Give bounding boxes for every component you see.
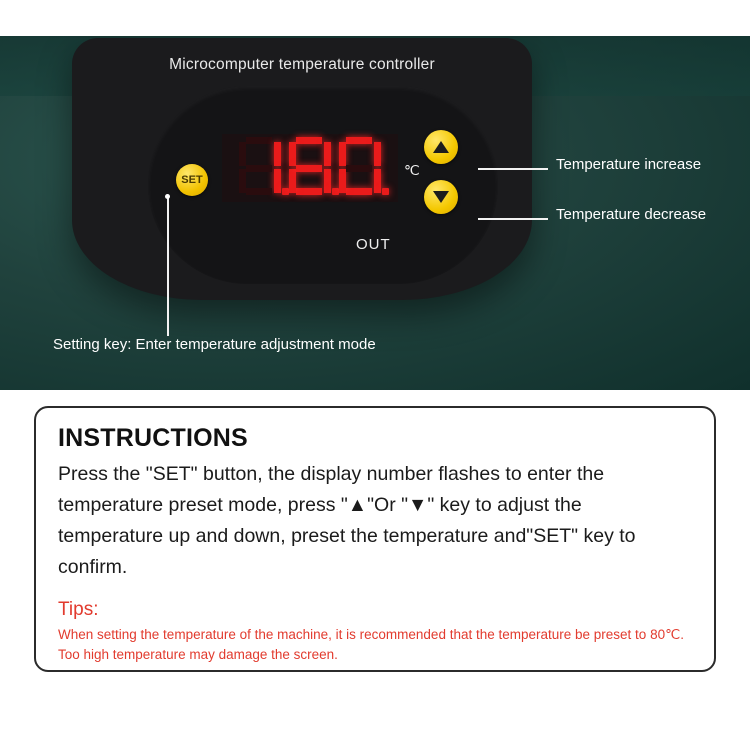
device-face-panel bbox=[148, 86, 498, 284]
callout-line-increase bbox=[478, 168, 548, 170]
callout-line-setting bbox=[167, 196, 169, 336]
display-digit-1 bbox=[239, 137, 281, 199]
segment-g bbox=[346, 165, 372, 172]
segment-dp bbox=[282, 188, 289, 195]
instructions-heading: INSTRUCTIONS bbox=[58, 424, 248, 452]
product-photo bbox=[0, 36, 750, 390]
callout-label-increase: Temperature increase bbox=[556, 156, 702, 173]
display-digit-3 bbox=[339, 137, 381, 199]
temperature-display bbox=[222, 134, 398, 202]
callout-line-decrease bbox=[478, 218, 548, 220]
callout-label-decrease: Temperature decrease bbox=[556, 206, 707, 223]
segment-a bbox=[296, 137, 322, 144]
segment-e bbox=[289, 169, 296, 193]
segment-dp bbox=[382, 188, 389, 195]
unit-label: ℃ bbox=[404, 162, 420, 178]
segment-f bbox=[289, 142, 296, 166]
tips-heading: Tips: bbox=[58, 599, 99, 620]
callout-label-setting: Setting key: Enter temperature adjustment mode bbox=[53, 336, 376, 353]
segment-e bbox=[239, 169, 246, 193]
callout-dot-setting bbox=[165, 194, 170, 199]
segment-g bbox=[246, 165, 272, 172]
device-title: Microcomputer temperature controller bbox=[169, 56, 435, 73]
segment-f bbox=[339, 142, 346, 166]
segment-dp bbox=[332, 188, 339, 195]
instructions-card bbox=[34, 406, 716, 672]
segment-d bbox=[346, 188, 372, 195]
display-digit-2 bbox=[289, 137, 331, 199]
tips-body: When setting the temperature of the machine, it is recommended that the temperature be preset to 80℃. Too high temperature may damage the screen. bbox=[58, 627, 684, 662]
segment-c bbox=[274, 169, 281, 193]
segment-b bbox=[374, 142, 381, 166]
segment-b bbox=[274, 142, 281, 166]
segment-a bbox=[346, 137, 372, 144]
controller-device bbox=[72, 38, 532, 300]
segment-c bbox=[324, 169, 331, 193]
set-button[interactable]: SET bbox=[176, 164, 208, 196]
temperature-decrease-button[interactable] bbox=[424, 180, 458, 214]
segment-b bbox=[324, 142, 331, 166]
triangle-down-icon bbox=[433, 191, 449, 203]
instructions-body: Press the "SET" button, the display number flashes to enter the temperature preset mode, press "▲"Or "▼" key to adjust the temperature up and down, preset the temperature and"SET" key to confirm. bbox=[58, 463, 636, 578]
segment-g bbox=[296, 165, 322, 172]
segment-f bbox=[239, 142, 246, 166]
segment-e bbox=[339, 169, 346, 193]
out-indicator-label: OUT bbox=[356, 236, 391, 253]
temperature-increase-button[interactable] bbox=[424, 130, 458, 164]
segment-d bbox=[246, 188, 272, 195]
segment-c bbox=[374, 169, 381, 193]
segment-d bbox=[296, 188, 322, 195]
segment-a bbox=[246, 137, 272, 144]
triangle-up-icon bbox=[433, 141, 449, 153]
